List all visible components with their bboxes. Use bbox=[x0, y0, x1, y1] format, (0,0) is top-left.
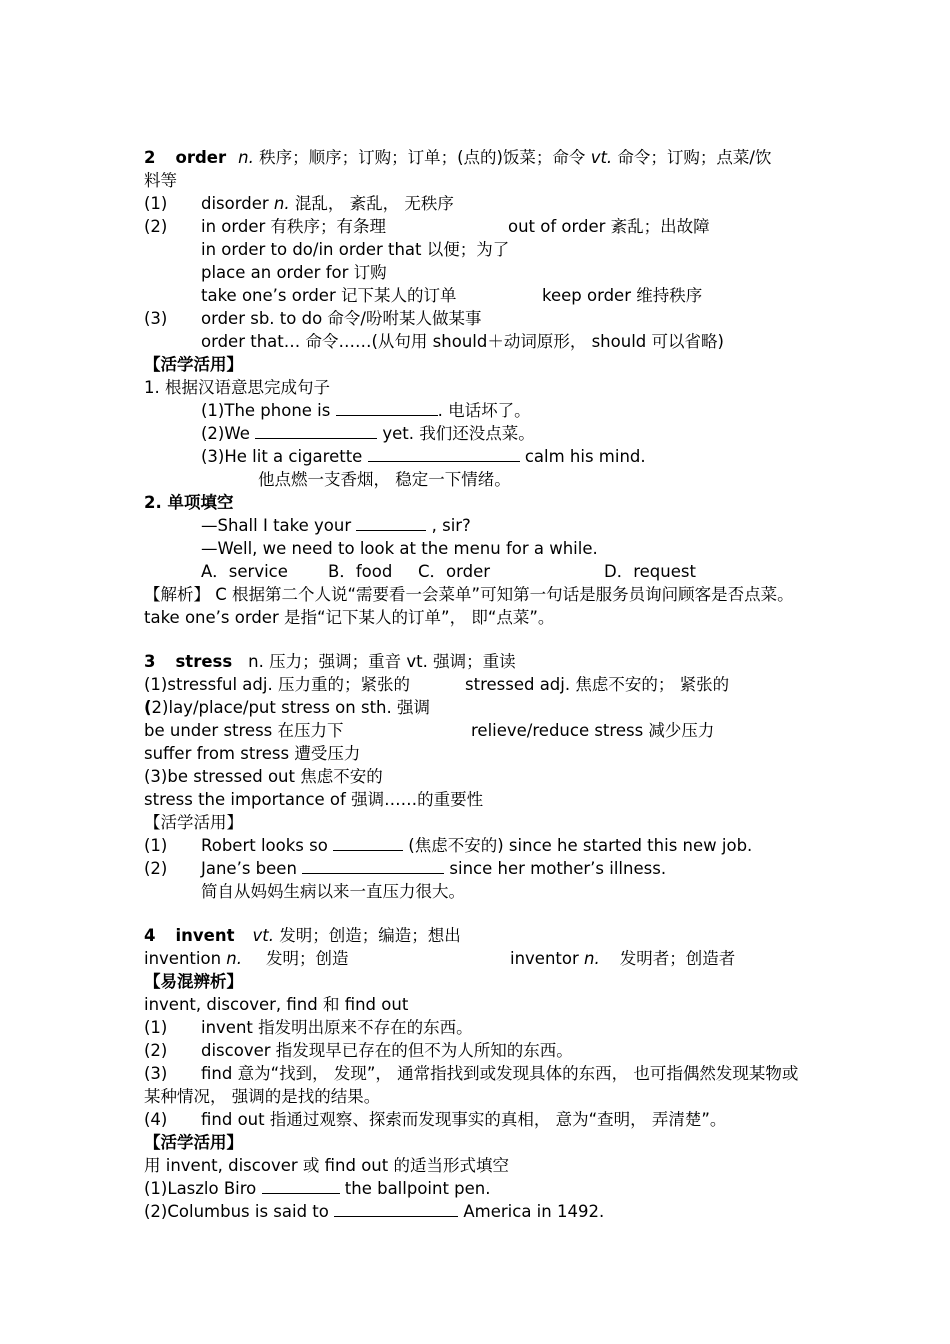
point-number: (4) bbox=[144, 1110, 168, 1129]
phrase: order sb. to do 命令/吩咐某人做某事 bbox=[201, 309, 482, 328]
point-number: (2) bbox=[144, 859, 168, 878]
exercise-text: —Well, we need to look at the menu for a while. bbox=[201, 539, 598, 558]
phrase: (3)be stressed out 焦虑不安的 bbox=[144, 767, 383, 786]
practice-heading: 【活学活用】 bbox=[144, 355, 243, 374]
comparison-text: discover 指发现早已存在的但不为人所知的东西。 bbox=[201, 1041, 573, 1060]
phrase: suffer from stress 遭受压力 bbox=[144, 744, 361, 763]
practice-heading: 【活学活用】 bbox=[144, 813, 243, 832]
pos-label: n. bbox=[273, 194, 290, 213]
exercise-text: Robert looks so bbox=[201, 836, 334, 855]
point-number: (3) bbox=[144, 309, 168, 328]
exercise-item bbox=[144, 857, 814, 880]
point-number: (1) bbox=[144, 194, 168, 213]
phrase: invent, discover, find 和 find out bbox=[144, 995, 409, 1014]
exercise-text: Jane’s been bbox=[201, 859, 303, 878]
option-c[interactable]: C．order bbox=[418, 562, 491, 581]
point-3 bbox=[144, 307, 814, 330]
options-row bbox=[144, 560, 814, 583]
entry-number: 4 bbox=[144, 926, 156, 945]
point-number: (1) bbox=[144, 1018, 168, 1037]
exercise-title: 1. 根据汉语意思完成句子 bbox=[144, 378, 330, 397]
exercise-item bbox=[144, 514, 814, 537]
entry-heading-order bbox=[144, 146, 814, 169]
definition: n. 压力；强调；重音 vt. 强调；重读 bbox=[248, 652, 516, 671]
exercise-item bbox=[144, 834, 814, 857]
comparison-2 bbox=[144, 1039, 814, 1062]
exercise-text: since her mother’s illness. bbox=[444, 859, 667, 878]
exercise-text: (2)Columbus is said to bbox=[144, 1202, 335, 1221]
exercise-item bbox=[144, 1177, 814, 1200]
answer-blank[interactable] bbox=[336, 399, 438, 416]
exercise-item bbox=[144, 1200, 814, 1223]
phrase: relieve/reduce stress 减少压力 bbox=[471, 721, 715, 740]
definition: 命令；订购；点菜/饮 bbox=[617, 148, 772, 167]
document-page bbox=[144, 146, 814, 1223]
exercise-text: (1)The phone is bbox=[201, 401, 336, 420]
point-number: (2) bbox=[144, 217, 168, 236]
phrase: order that… 命令……(从句用 should＋动词原形， should 可以省略) bbox=[201, 332, 724, 351]
phrase-row bbox=[144, 719, 814, 742]
answer-blank[interactable] bbox=[255, 422, 377, 439]
comparison-text: invent 指发明出原来不存在的东西。 bbox=[201, 1018, 473, 1037]
phrase-row bbox=[144, 696, 814, 719]
phrase-row bbox=[144, 947, 814, 970]
pos-label: vt. bbox=[252, 926, 274, 945]
phrase-group bbox=[510, 947, 735, 970]
comparison-1 bbox=[144, 1016, 814, 1039]
point-text: disorder bbox=[201, 194, 269, 213]
pos-label: n. bbox=[584, 949, 600, 968]
definition: 发明者；创造者 bbox=[619, 949, 736, 968]
pos-label: n. bbox=[226, 949, 242, 968]
exercise-text: yet. 我们还没点菜。 bbox=[377, 424, 535, 443]
comparison-text: find out 指通过观察、探索而发现事实的真相， 意为“查明， 弄清楚”。 bbox=[201, 1110, 727, 1129]
comparison-text: find 意为“找到， 发现”， 通常指找到或发现具体的东西， 也可指偶然发现某物或某种情况， 强调的是找的结果。 bbox=[144, 1064, 799, 1106]
confuse-heading: 【易混辨析】 bbox=[144, 972, 243, 991]
exercise-item bbox=[144, 422, 814, 445]
entry-word: invent bbox=[175, 926, 235, 945]
exercise-text: . 电话坏了。 bbox=[437, 401, 531, 420]
point-number: (2) bbox=[144, 1041, 168, 1060]
practice-heading: 【活学活用】 bbox=[144, 1133, 243, 1152]
option-d[interactable]: D．request bbox=[604, 562, 696, 581]
answer-blank[interactable] bbox=[262, 1177, 340, 1194]
entry-number: 2 bbox=[144, 148, 156, 167]
phrase: place an order for 订购 bbox=[201, 263, 387, 282]
exercise-text: the ballpoint pen. bbox=[339, 1179, 491, 1198]
exercise-item bbox=[144, 399, 814, 422]
translation: 他点燃一支香烟， 稳定一下情绪。 bbox=[258, 470, 511, 489]
paren: ( bbox=[144, 698, 152, 717]
exercise-title: 2. 单项填空 bbox=[144, 493, 234, 512]
exercise-text: —Shall I take your bbox=[201, 516, 357, 535]
phrase: keep order 维持秩序 bbox=[542, 286, 703, 305]
exercise-text: (2)We bbox=[201, 424, 256, 443]
comparison-4 bbox=[144, 1108, 814, 1131]
answer-blank[interactable] bbox=[302, 857, 444, 874]
exercise-text: America in 1492. bbox=[458, 1202, 605, 1221]
comparison-3 bbox=[144, 1062, 814, 1108]
entry-word: order bbox=[175, 148, 227, 167]
phrase: out of order 紊乱；出故障 bbox=[508, 217, 710, 236]
exercise-text: , sir? bbox=[426, 516, 471, 535]
phrase: be under stress 在压力下 bbox=[144, 721, 344, 740]
exercise-title: 用 invent, discover 或 find out 的适当形式填空 bbox=[144, 1156, 509, 1175]
point-2 bbox=[144, 215, 814, 238]
phrase: in order 有秩序；有条理 bbox=[201, 217, 387, 236]
translation: 简自从妈妈生病以来一直压力很大。 bbox=[201, 882, 465, 901]
entry-number: 3 bbox=[144, 652, 156, 671]
phrase: inventor bbox=[510, 949, 579, 968]
definition-continued: 料等 bbox=[144, 171, 177, 190]
exercise-text: (3)He lit a cigarette bbox=[201, 447, 368, 466]
exercise-item bbox=[144, 445, 814, 468]
answer-blank[interactable] bbox=[334, 1200, 458, 1217]
point-1 bbox=[144, 192, 814, 215]
option-b[interactable]: B．food bbox=[328, 562, 393, 581]
exercise-text: (1)Laszlo Biro bbox=[144, 1179, 262, 1198]
answer-blank[interactable] bbox=[333, 834, 403, 851]
phrase: invention bbox=[144, 949, 222, 968]
entry-word: stress bbox=[175, 652, 233, 671]
point-number: (1) bbox=[144, 836, 168, 855]
answer-blank[interactable] bbox=[368, 445, 520, 462]
entry-heading-invent bbox=[144, 924, 814, 947]
entry-heading-stress bbox=[144, 650, 814, 673]
option-a[interactable]: A．service bbox=[201, 562, 288, 581]
phrase: stressed adj. 焦虑不安的； 紧张的 bbox=[465, 675, 730, 694]
answer-blank[interactable] bbox=[356, 514, 426, 531]
phrase-row bbox=[144, 673, 814, 696]
definition: 发明；创造 bbox=[265, 949, 349, 968]
exercise-text: (焦虑不安的) since he started this new job. bbox=[403, 836, 753, 855]
pos-label: vt. bbox=[590, 148, 613, 167]
analysis: 【解析】 C 根据第二个人说“需要看一会菜单”可知第一句话是服务员询问顾客是否点菜。take one’s order 是指“记下某人的订单”， 即“点菜”。 bbox=[144, 585, 794, 627]
pos-label: n. bbox=[238, 148, 254, 167]
phrase: stress the importance of 强调……的重要性 bbox=[144, 790, 484, 809]
phrase: 2)lay/place/put stress on sth. 强调 bbox=[151, 698, 430, 717]
phrase-row bbox=[144, 284, 814, 307]
phrase: in order to do/in order that 以便；为了 bbox=[201, 240, 510, 259]
phrase: take one’s order 记下某人的订单 bbox=[201, 286, 457, 305]
definition: 发明；创造；编造；想出 bbox=[279, 926, 461, 945]
point-number: (3) bbox=[144, 1064, 168, 1083]
exercise-text: calm his mind. bbox=[519, 447, 646, 466]
phrase: (1)stressful adj. 压力重的；紧张的 bbox=[144, 675, 410, 694]
point-text: 混乱， 紊乱， 无秩序 bbox=[294, 194, 454, 213]
definition: 秩序；顺序；订购；订单；(点的)饭菜；命令 bbox=[259, 148, 586, 167]
